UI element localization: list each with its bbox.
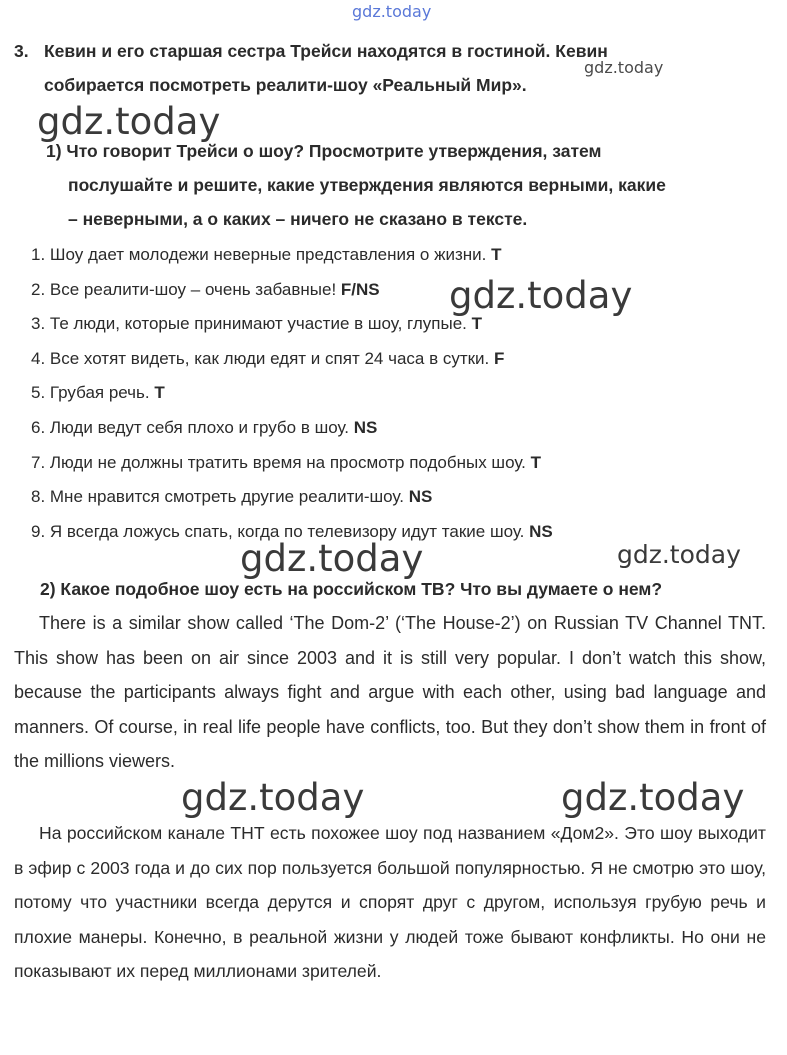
statement-text: 9. Я всегда ложусь спать, когда по телевизору идут такие шоу. <box>31 521 525 541</box>
statement-answer: T <box>154 383 165 403</box>
statement-text: 1. Шоу дает молодежи неверные представления о жизни. <box>31 245 487 264</box>
watermark-large: gdz.today <box>181 776 365 819</box>
statement-item <box>31 273 553 308</box>
subtask-2-question: 2) Какое подобное шоу есть на российском ТВ? Что вы думаете о нем? <box>40 579 663 599</box>
watermark-large: gdz.today <box>240 537 424 580</box>
statement-text: 5. Грубая речь. <box>31 383 150 403</box>
statement-text: 4. Все хотят видеть, как люди едят и спят 24 часа в сутки. <box>31 348 490 368</box>
statement-text: 2. Все реалити-шоу – очень забавные! <box>31 279 337 299</box>
statement-answer: T <box>530 452 541 472</box>
statement-text: 3. Те люди, которые принимают участие в шоу, глупые. <box>31 314 467 334</box>
task-text-line-2: собирается посмотреть реалити-шоу «Реальный Мир». <box>44 75 527 95</box>
statement-item <box>31 480 553 515</box>
statement-text: 6. Люди ведут себя плохо и грубо в шоу. <box>31 417 350 437</box>
statement-text: 8. Мне нравится смотреть другие реалити-шоу. <box>31 487 404 507</box>
subtask-1-line-3: – неверными, а о каких – ничего не сказано в тексте. <box>68 209 528 229</box>
statement-item <box>31 307 553 342</box>
statement-answer: F <box>494 348 505 368</box>
statement-answer: NS <box>353 417 378 437</box>
statement-answer: NS <box>529 521 553 541</box>
statement-answer: T <box>491 245 502 264</box>
statement-item <box>31 238 553 273</box>
watermark-small: gdz.today <box>584 58 664 77</box>
statement-item <box>31 411 553 446</box>
statement-item <box>31 376 553 411</box>
subtask-1-line-1: 1) Что говорит Трейси о шоу? Просмотрите утверждения, затем <box>46 141 602 161</box>
task-text-line-1: Кевин и его старшая сестра Трейси находятся в гостиной. Кевин <box>44 41 608 61</box>
task-heading <box>14 34 774 102</box>
statement-answer: F/NS <box>340 279 380 299</box>
task-heading-line-1 <box>14 34 774 68</box>
statement-item <box>31 515 553 550</box>
statement-item <box>31 446 553 481</box>
statement-list <box>31 238 553 549</box>
statement-answer: T <box>471 314 482 334</box>
watermark-top: gdz.today <box>352 2 432 21</box>
watermark-large: gdz.today <box>561 776 745 819</box>
watermark-medium: gdz.today <box>617 540 741 569</box>
statement-item <box>31 342 553 377</box>
watermark-large: gdz.today <box>449 274 633 317</box>
statement-answer: NS <box>408 487 433 507</box>
answer-russian: На российском канале ТНТ есть похожее шоу под названием «Дом2». Это шоу выходит в эфир с 2003 года и до сих пор пользуется большой популярностью. Я не смотрю это шоу, потому что участники всегда дерутся и спорят друг с другом, используя грубую речь и плохие манеры. Конечно, в реальной жизни у людей тоже бывают конфликты. Но они не показывают их перед миллионами зрителей. <box>14 823 766 982</box>
watermark-large: gdz.today <box>37 100 221 143</box>
subtask-1-instructions <box>46 134 772 236</box>
task-number: 3. <box>14 41 29 61</box>
subtask-1-line-2: послушайте и решите, какие утверждения являются верными, какие <box>68 175 666 195</box>
statement-text: 7. Люди не должны тратить время на просмотр подобных шоу. <box>31 452 526 472</box>
answer-english: There is a similar show called ‘The Dom-2’ (‘The House-2’) on Russian TV Channel TNT. This show has been on air since 2003 and it is still very popular. I don’t watch this show, because the participants always fight and argue with each other, using bad language and manners. Of course, in real life people have conflicts, too. But they don’t show them in front of the millions viewers. <box>14 613 766 772</box>
